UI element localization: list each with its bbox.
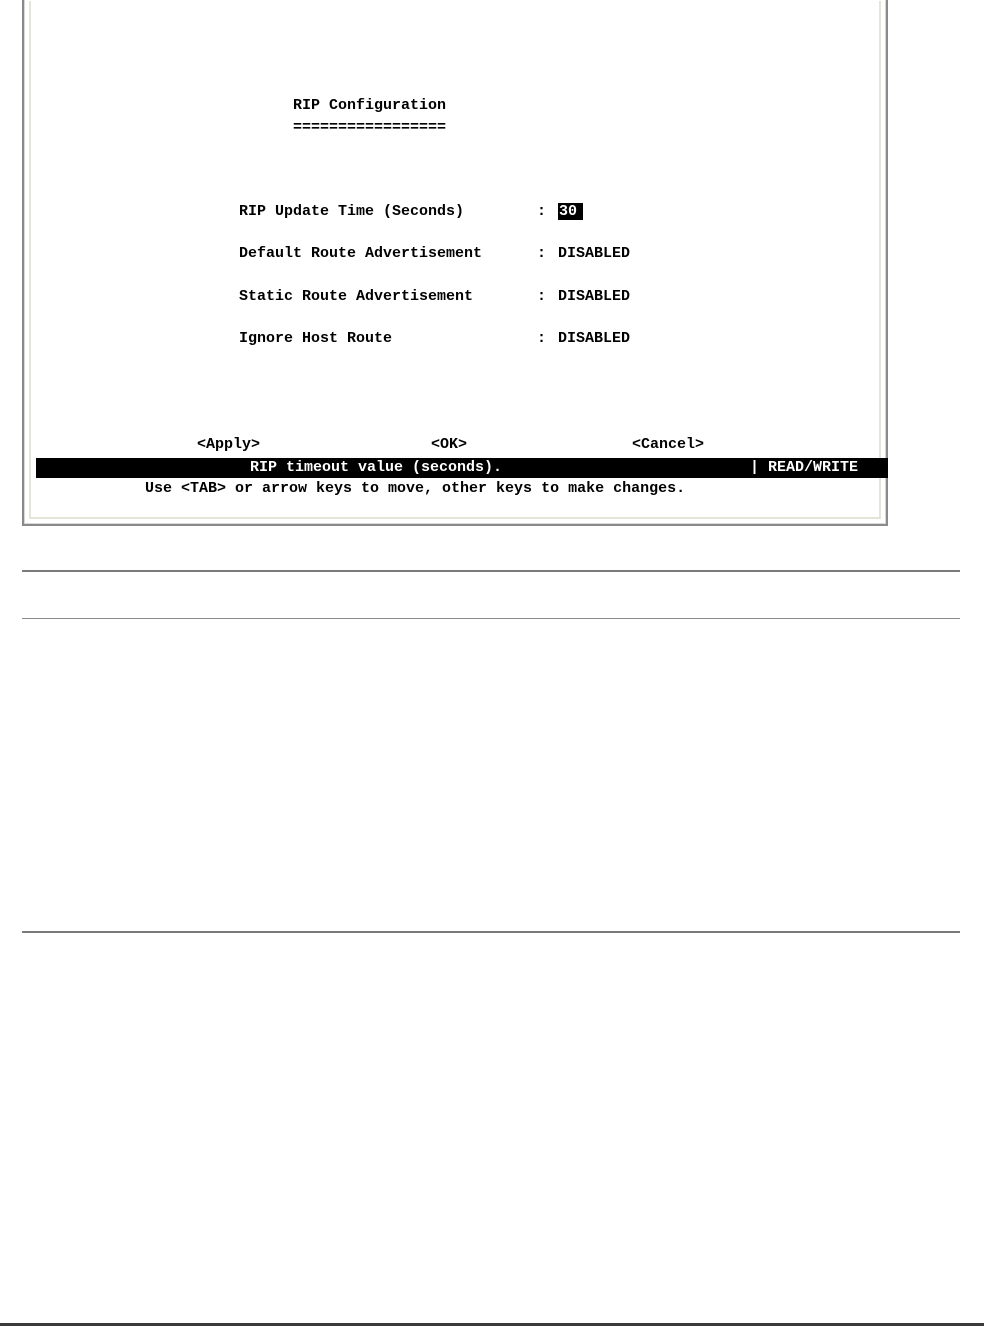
field-colon: : <box>537 330 547 347</box>
status-bar <box>36 458 888 478</box>
page-title: RIP Configuration <box>293 97 447 114</box>
navigation-hint: Use <TAB> or arrow keys to move, other keys to make changes. <box>145 480 686 497</box>
field-label-ignore-host-route: Ignore Host Route <box>239 330 393 347</box>
divider <box>22 618 960 619</box>
terminal-screen <box>29 1 881 519</box>
cancel-button[interactable]: <Cancel> <box>632 436 705 453</box>
divider <box>22 931 960 933</box>
field-colon: : <box>537 288 547 305</box>
ok-button[interactable]: <OK> <box>431 436 468 453</box>
default-route-advertisement-field[interactable]: DISABLED <box>558 245 631 262</box>
ignore-host-route-field[interactable]: DISABLED <box>558 330 631 347</box>
status-help-text: RIP timeout value (seconds). <box>250 459 503 476</box>
rip-update-time-value[interactable]: 30 <box>558 203 583 220</box>
field-colon: : <box>537 245 547 262</box>
status-access-mode: | READ/WRITE <box>750 459 859 476</box>
field-label-default-route-advertisement: Default Route Advertisement <box>239 245 483 262</box>
apply-button[interactable]: <Apply> <box>197 436 261 453</box>
page-bottom-rule <box>0 1323 984 1326</box>
field-colon: : <box>537 203 547 220</box>
title-underline: ================= <box>293 119 447 136</box>
static-route-advertisement-field[interactable]: DISABLED <box>558 288 631 305</box>
field-label-static-route-advertisement: Static Route Advertisement <box>239 288 474 305</box>
field-label-rip-update-time: RIP Update Time (Seconds) <box>239 203 465 220</box>
divider <box>22 570 960 572</box>
terminal-window <box>22 0 888 526</box>
rip-update-time-field[interactable] <box>558 203 583 221</box>
